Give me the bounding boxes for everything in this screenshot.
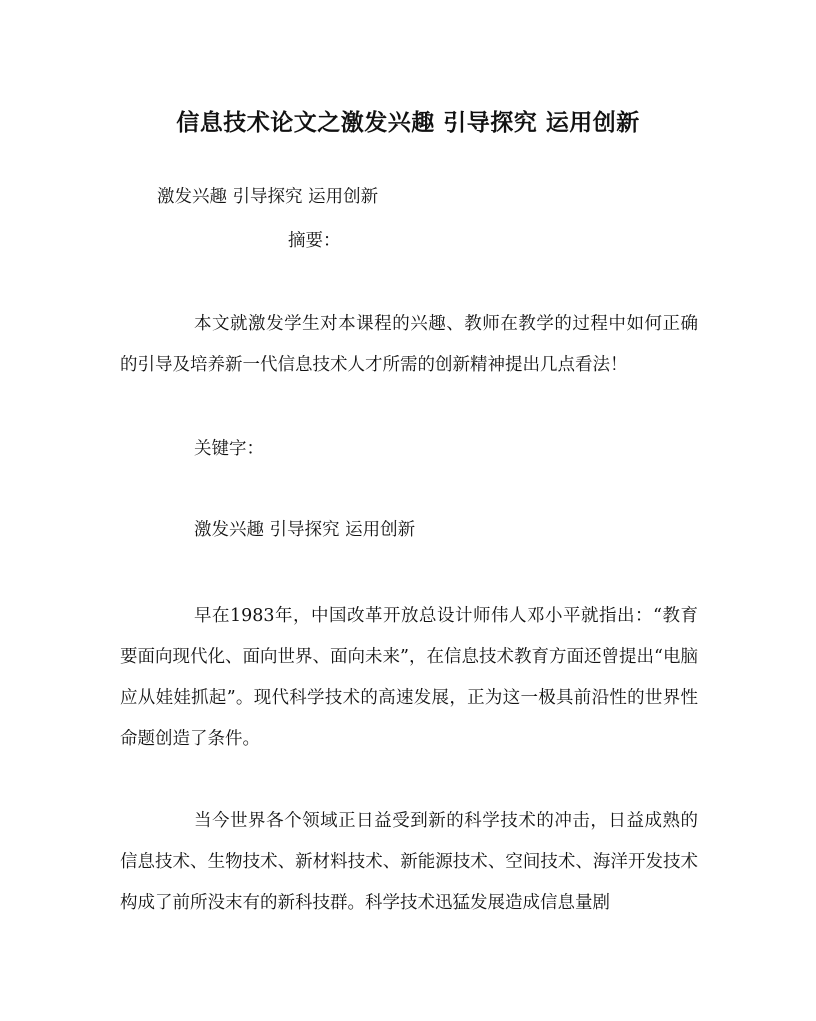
keywords-text: 激发兴趣 引导探究 运用创新: [194, 520, 416, 540]
abstract-paragraph: 本文就激发学生对本课程的兴趣、教师在教学的过程中如何正确的引导及培养新一代信息技术人才所需的创新精神提出几点看法！: [120, 314, 698, 375]
abstract-label: 摘要：: [288, 231, 341, 251]
body-paragraph-1: 早在1983年，中国改革开放总设计师伟人邓小平就指出：“教育要面向现代化、面向世界、面向未来”，在信息技术教育方面还曾提出“电脑应从娃娃抓起”。现代科学技术的高速发展，正为这一极具前沿性的世界性命题创造了条件。: [120, 606, 698, 749]
body-paragraph-2: 当今世界各个领域正日益受到新的科学技术的冲击，日益成熟的信息技术、生物技术、新材料技术、新能源技术、空间技术、海洋开发技术构成了前所没末有的新科技群。科学技术迅猛发展造成信息量剧: [120, 811, 698, 913]
document-subtitle: 激发兴趣 引导探究 运用创新: [157, 187, 379, 207]
keywords-label: 关键字：: [194, 439, 264, 459]
document-title: 信息技术论文之激发兴趣 引导探究 运用创新: [176, 109, 640, 136]
